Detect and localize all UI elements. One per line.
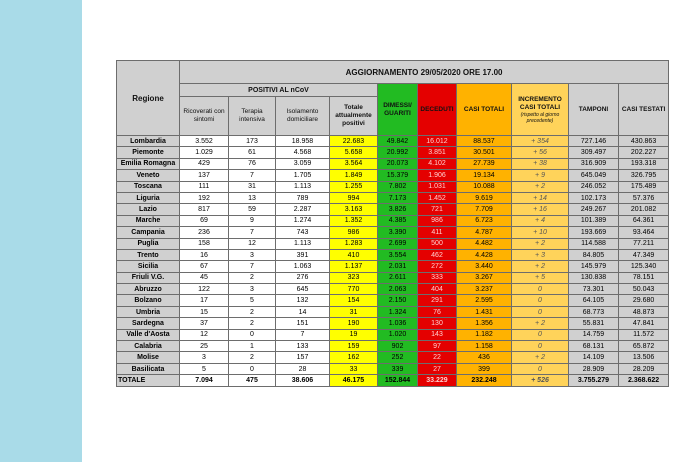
ricoverati-cell: 45 [180,272,229,283]
table-row [117,238,669,249]
casi-testati-cell: 201.082 [619,204,669,215]
dimessi-cell: 7.173 [378,192,418,203]
ricoverati-cell: 17 [180,295,229,306]
casi-testati-cell: 202.227 [619,147,669,158]
ricoverati-cell: 7.094 [180,375,229,386]
deceduti-cell: 1.906 [418,170,457,181]
tamponi-cell: 727.146 [569,136,619,147]
isolamento-header: Isolamento domiciliare [276,97,330,136]
casi-testati-cell: 193.318 [619,158,669,169]
terapia-cell: 7 [229,227,276,238]
isolamento-cell: 743 [276,227,330,238]
deceduti-cell: 272 [418,261,457,272]
casi-testati-cell: 175.489 [619,181,669,192]
ricoverati-header: Ricoverati con sintomi [180,97,229,136]
dimessi-cell: 20.992 [378,147,418,158]
totale-positivi-cell: 986 [330,227,378,238]
terapia-cell: 13 [229,192,276,203]
deceduti-cell: 143 [418,329,457,340]
tamponi-cell: 193.669 [569,227,619,238]
regione-cell: Sicilia [117,261,180,272]
covid-report-table [116,60,669,387]
casi-testati-cell: 2.368.622 [619,375,669,386]
casi-testati-cell: 326.795 [619,170,669,181]
dimessi-cell: 1.036 [378,318,418,329]
incremento-cell: 0 [512,329,569,340]
terapia-cell: 7 [229,170,276,181]
casi-totali-cell: 1.356 [457,318,512,329]
ricoverati-cell: 3.552 [180,136,229,147]
casi-testati-cell: 29.680 [619,295,669,306]
terapia-cell: 0 [229,329,276,340]
table-row [117,306,669,317]
table-row [117,181,669,192]
isolamento-cell: 1.705 [276,170,330,181]
ricoverati-cell: 12 [180,329,229,340]
casi-totali-cell: 3.237 [457,284,512,295]
casi-totali-cell: 4.482 [457,238,512,249]
ricoverati-cell: 37 [180,318,229,329]
covid-report-table-frame [116,60,668,415]
regione-cell: Liguria [117,192,180,203]
regione-cell: Bolzano [117,295,180,306]
terapia-cell: 1 [229,341,276,352]
totale-positivi-cell: 5.658 [330,147,378,158]
terapia-cell: 61 [229,147,276,158]
ricoverati-cell: 817 [180,204,229,215]
regione-cell: Piemonte [117,147,180,158]
terapia-cell: 5 [229,295,276,306]
casi-testati-cell: 13.506 [619,352,669,363]
tamponi-cell: 309.497 [569,147,619,158]
incremento-cell: + 526 [512,375,569,386]
incremento-header [512,84,569,136]
total-row [117,375,669,386]
dimessi-cell: 2.150 [378,295,418,306]
tamponi-cell: 246.052 [569,181,619,192]
ricoverati-cell: 111 [180,181,229,192]
deceduti-cell: 97 [418,341,457,352]
ricoverati-cell: 137 [180,170,229,181]
dimessi-cell: 902 [378,341,418,352]
totale-positivi-cell: 33 [330,363,378,374]
casi-testati-cell: 47.349 [619,249,669,260]
deceduti-cell: 33.229 [418,375,457,386]
isolamento-cell: 4.568 [276,147,330,158]
casi-totali-header: CASI TOTALI [457,84,512,136]
tamponi-cell: 114.588 [569,238,619,249]
dimessi-header: DIMESSI/ GUARITI [378,84,418,136]
deceduti-cell: 1.452 [418,192,457,203]
terapia-cell: 3 [229,249,276,260]
deceduti-cell: 22 [418,352,457,363]
isolamento-cell: 133 [276,341,330,352]
ricoverati-cell: 16 [180,249,229,260]
terapia-cell: 0 [229,363,276,374]
isolamento-cell: 276 [276,272,330,283]
isolamento-cell: 1.063 [276,261,330,272]
table-row [117,261,669,272]
isolamento-cell: 18.958 [276,136,330,147]
deceduti-cell: 1.031 [418,181,457,192]
casi-totali-cell: 88.537 [457,136,512,147]
table-row [117,318,669,329]
regione-cell: Veneto [117,170,180,181]
casi-testati-cell: 28.209 [619,363,669,374]
isolamento-cell: 1.113 [276,238,330,249]
isolamento-cell: 38.606 [276,375,330,386]
dimessi-cell: 1.324 [378,306,418,317]
ricoverati-cell: 192 [180,192,229,203]
tamponi-cell: 316.909 [569,158,619,169]
terapia-cell: 173 [229,136,276,147]
dimessi-cell: 2.699 [378,238,418,249]
regione-cell: Toscana [117,181,180,192]
regione-cell: Friuli V.G. [117,272,180,283]
casi-testati-cell: 77.211 [619,238,669,249]
regione-cell: Campania [117,227,180,238]
incremento-header-label: INCREMENTO CASI TOTALI [518,95,562,111]
dimessi-cell: 3.826 [378,204,418,215]
terapia-cell: 2 [229,352,276,363]
tamponi-cell: 14.109 [569,352,619,363]
tamponi-cell: 145.979 [569,261,619,272]
deceduti-cell: 16.012 [418,136,457,147]
totale-positivi-cell: 1.255 [330,181,378,192]
casi-totali-cell: 2.595 [457,295,512,306]
isolamento-cell: 151 [276,318,330,329]
table-row [117,363,669,374]
regione-cell: Trento [117,249,180,260]
incremento-cell: + 14 [512,192,569,203]
dimessi-cell: 7.802 [378,181,418,192]
table-row [117,192,669,203]
isolamento-cell: 7 [276,329,330,340]
isolamento-cell: 3.059 [276,158,330,169]
totale-positivi-cell: 159 [330,341,378,352]
incremento-cell: 0 [512,295,569,306]
casi-totali-cell: 9.619 [457,192,512,203]
regione-cell: Lazio [117,204,180,215]
dimessi-cell: 2.611 [378,272,418,283]
deceduti-cell: 4.102 [418,158,457,169]
terapia-cell: 9 [229,215,276,226]
terapia-cell: 12 [229,238,276,249]
totale-positivi-cell: 323 [330,272,378,283]
incremento-cell: + 10 [512,227,569,238]
dimessi-cell: 4.385 [378,215,418,226]
tamponi-cell: 28.909 [569,363,619,374]
table-row [117,249,669,260]
regione-header: Regione [117,61,180,136]
ricoverati-cell: 1.029 [180,147,229,158]
tamponi-cell: 130.838 [569,272,619,283]
table-row [117,136,669,147]
tamponi-cell: 68.773 [569,306,619,317]
regione-cell: Basilicata [117,363,180,374]
incremento-cell: 0 [512,306,569,317]
casi-totali-cell: 232.248 [457,375,512,386]
table-row [117,295,669,306]
deceduti-cell: 500 [418,238,457,249]
casi-testati-cell: 125.340 [619,261,669,272]
ricoverati-cell: 3 [180,352,229,363]
deceduti-cell: 333 [418,272,457,283]
deceduti-cell: 3.851 [418,147,457,158]
regione-cell: Emilia Romagna [117,158,180,169]
casi-totali-cell: 7.709 [457,204,512,215]
casi-testati-cell: 57.376 [619,192,669,203]
dimessi-cell: 3.390 [378,227,418,238]
isolamento-cell: 2.287 [276,204,330,215]
regione-cell: TOTALE [117,375,180,386]
incremento-cell: 0 [512,284,569,295]
ricoverati-cell: 69 [180,215,229,226]
totale-positivi-cell: 46.175 [330,375,378,386]
regione-cell: Lombardia [117,136,180,147]
casi-testati-cell: 64.361 [619,215,669,226]
deceduti-cell: 291 [418,295,457,306]
tamponi-cell: 249.267 [569,204,619,215]
terapia-cell: 2 [229,306,276,317]
isolamento-cell: 157 [276,352,330,363]
terapia-cell: 59 [229,204,276,215]
totale-positivi-cell: 190 [330,318,378,329]
tamponi-cell: 102.173 [569,192,619,203]
isolamento-cell: 132 [276,295,330,306]
table-row [117,284,669,295]
deceduti-cell: 721 [418,204,457,215]
dimessi-cell: 1.020 [378,329,418,340]
totale-positivi-cell: 3.163 [330,204,378,215]
casi-testati-cell: 93.464 [619,227,669,238]
casi-testati-cell: 78.151 [619,272,669,283]
deceduti-cell: 27 [418,363,457,374]
incremento-cell: + 2 [512,318,569,329]
casi-testati-cell: 48.873 [619,306,669,317]
left-sidebar-panel [0,0,82,462]
casi-totali-cell: 1.431 [457,306,512,317]
incremento-header-note: (rispetto al giorno precedente) [520,111,560,124]
casi-testati-cell: 47.841 [619,318,669,329]
isolamento-cell: 789 [276,192,330,203]
terapia-cell: 2 [229,318,276,329]
totale-positivi-cell: 162 [330,352,378,363]
incremento-cell: + 38 [512,158,569,169]
tamponi-cell: 14.759 [569,329,619,340]
casi-testati-cell: 430.863 [619,136,669,147]
deceduti-cell: 404 [418,284,457,295]
incremento-cell: + 354 [512,136,569,147]
casi-totali-cell: 436 [457,352,512,363]
regione-cell: Umbria [117,306,180,317]
table-row [117,227,669,238]
isolamento-cell: 1.274 [276,215,330,226]
table-row [117,170,669,181]
totale-positivi-cell: 154 [330,295,378,306]
deceduti-cell: 76 [418,306,457,317]
totale-positivi-cell: 19 [330,329,378,340]
totale-positivi-cell: 31 [330,306,378,317]
casi-totali-cell: 6.723 [457,215,512,226]
terapia-cell: 31 [229,181,276,192]
totale-positivi-header: Totale attualmente positivi [330,97,378,136]
dimessi-cell: 252 [378,352,418,363]
casi-totali-cell: 1.182 [457,329,512,340]
incremento-cell: + 3 [512,249,569,260]
deceduti-cell: 986 [418,215,457,226]
casi-totali-cell: 399 [457,363,512,374]
totale-positivi-cell: 410 [330,249,378,260]
casi-totali-cell: 4.787 [457,227,512,238]
casi-totali-cell: 4.428 [457,249,512,260]
totale-positivi-cell: 1.137 [330,261,378,272]
regione-cell: Calabria [117,341,180,352]
report-title: AGGIORNAMENTO 29/05/2020 ORE 17.00 [180,61,669,84]
casi-totali-cell: 27.739 [457,158,512,169]
ricoverati-cell: 236 [180,227,229,238]
casi-totali-cell: 10.088 [457,181,512,192]
isolamento-cell: 28 [276,363,330,374]
totale-positivi-cell: 770 [330,284,378,295]
casi-totali-cell: 30.501 [457,147,512,158]
ricoverati-cell: 158 [180,238,229,249]
incremento-cell: + 2 [512,261,569,272]
terapia-cell: 475 [229,375,276,386]
incremento-cell: + 9 [512,170,569,181]
incremento-cell: + 2 [512,181,569,192]
regione-cell: Puglia [117,238,180,249]
casi-totali-cell: 3.267 [457,272,512,283]
terapia-cell: 7 [229,261,276,272]
dimessi-cell: 15.379 [378,170,418,181]
totale-positivi-cell: 1.352 [330,215,378,226]
dimessi-cell: 3.554 [378,249,418,260]
totale-positivi-cell: 1.849 [330,170,378,181]
ricoverati-cell: 122 [180,284,229,295]
tamponi-cell: 55.831 [569,318,619,329]
casi-testati-cell: 11.572 [619,329,669,340]
table-row [117,341,669,352]
deceduti-cell: 130 [418,318,457,329]
totale-positivi-cell: 3.564 [330,158,378,169]
table-row [117,158,669,169]
regione-cell: Abruzzo [117,284,180,295]
tamponi-cell: 84.805 [569,249,619,260]
totale-positivi-cell: 994 [330,192,378,203]
tamponi-cell: 101.389 [569,215,619,226]
incremento-cell: + 16 [512,204,569,215]
incremento-cell: + 2 [512,352,569,363]
isolamento-cell: 645 [276,284,330,295]
ricoverati-cell: 429 [180,158,229,169]
tamponi-cell: 3.755.279 [569,375,619,386]
incremento-cell: + 5 [512,272,569,283]
tamponi-header: TAMPONI [569,84,619,136]
table-row [117,272,669,283]
casi-totali-cell: 3.440 [457,261,512,272]
table-row [117,329,669,340]
tamponi-cell: 64.105 [569,295,619,306]
totale-positivi-cell: 1.283 [330,238,378,249]
totale-positivi-cell: 22.683 [330,136,378,147]
deceduti-header: DECEDUTI [418,84,457,136]
table-body [117,136,669,387]
dimessi-cell: 2.063 [378,284,418,295]
incremento-cell: 0 [512,341,569,352]
regione-cell: Molise [117,352,180,363]
positivi-group-header: POSITIVI AL nCoV [180,84,378,97]
deceduti-cell: 462 [418,249,457,260]
dimessi-cell: 49.842 [378,136,418,147]
ricoverati-cell: 5 [180,363,229,374]
incremento-cell: + 56 [512,147,569,158]
dimessi-cell: 152.844 [378,375,418,386]
isolamento-cell: 1.113 [276,181,330,192]
deceduti-cell: 411 [418,227,457,238]
casi-testati-cell: 50.043 [619,284,669,295]
table-row [117,215,669,226]
ricoverati-cell: 67 [180,261,229,272]
table-row [117,352,669,363]
incremento-cell: + 4 [512,215,569,226]
dimessi-cell: 339 [378,363,418,374]
tamponi-cell: 73.301 [569,284,619,295]
tamponi-cell: 68.131 [569,341,619,352]
dimessi-cell: 2.031 [378,261,418,272]
table-row [117,204,669,215]
incremento-cell: + 2 [512,238,569,249]
casi-totali-cell: 1.158 [457,341,512,352]
dimessi-cell: 20.073 [378,158,418,169]
casi-testati-cell: 65.872 [619,341,669,352]
isolamento-cell: 14 [276,306,330,317]
ricoverati-cell: 15 [180,306,229,317]
incremento-cell: 0 [512,363,569,374]
table-row [117,147,669,158]
regione-cell: Sardegna [117,318,180,329]
terapia-cell: 2 [229,272,276,283]
isolamento-cell: 391 [276,249,330,260]
terapia-header: Terapia intensiva [229,97,276,136]
casi-testati-header: CASI TESTATI [619,84,669,136]
casi-totali-cell: 19.134 [457,170,512,181]
tamponi-cell: 645.049 [569,170,619,181]
terapia-cell: 3 [229,284,276,295]
terapia-cell: 76 [229,158,276,169]
regione-cell: Valle d'Aosta [117,329,180,340]
ricoverati-cell: 25 [180,341,229,352]
regione-cell: Marche [117,215,180,226]
